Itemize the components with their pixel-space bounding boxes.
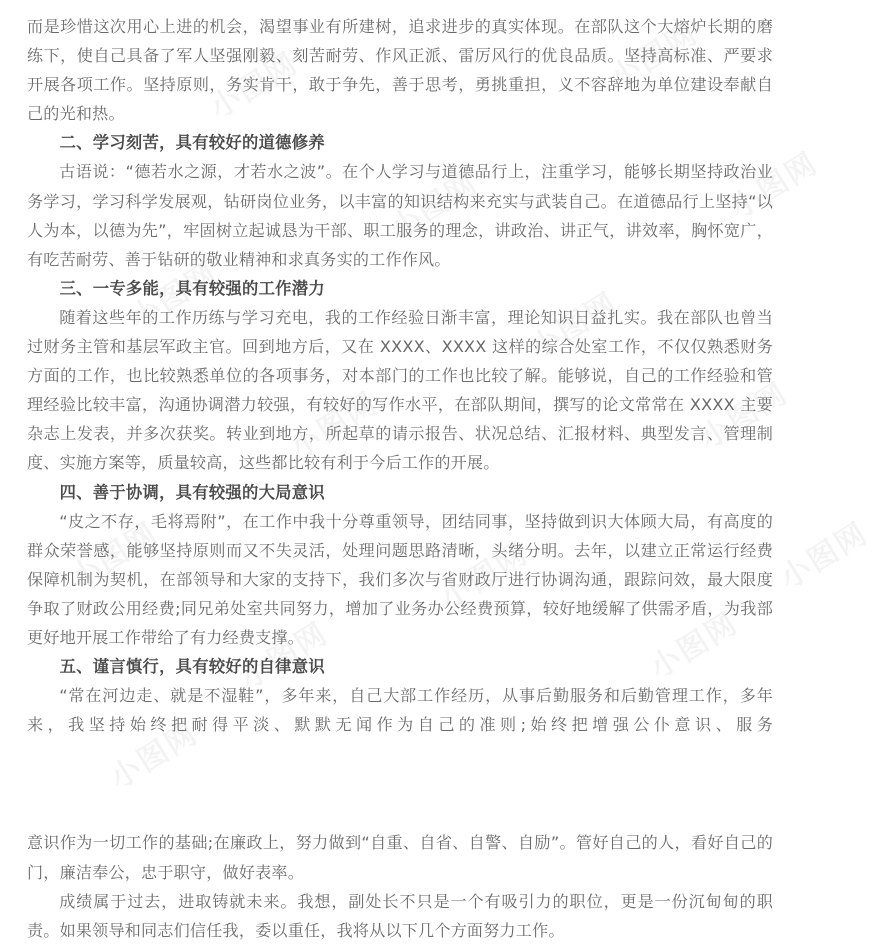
section-2-paragraph: 古语说：“德若水之源，才若水之波”。在个人学习与道德品行上，注重学习，能够长期坚持政治业务学习，学习科学发展观，钻研岗位业务，以丰富的知识结构来充实与武装自己。在道德品行上坚持“以人为本，以德为先”，牢固树立起诚恳为干部、职工服务的理念，讲政治、讲正气，讲效率，胸怀宽广，有吃苦耐劳、善于钻研的敬业精神和求真务实的工作作风。 [27, 162, 773, 269]
bottom-text-block [27, 828, 773, 944]
section-4-paragraph: “皮之不存，毛将焉附”，在工作中我十分尊重领导，团结同事，坚持做到识大体顾大局，有高度的群众荣誉感，能够坚持原则而又不失灵活，处理问题思路清晰，头绪分明。去年，以建立正常运行经费保障机制为契机，在部领导和大家的支持下，我们多次与省财政厅进行协调沟通，跟踪问效，最大限度争取了财政公用经费;同兄弟处室共同努力，增加了业务办公经费预算，较好地缓解了供需矛盾，为我部更好地开展工作带给了有力经费支撑。 [27, 511, 773, 647]
section-heading-4: 四、善于协调，具有较强的大局意识 [59, 482, 325, 502]
top-text-block [27, 0, 773, 768]
section-heading-2: 二、学习刻苦，具有较好的道德修养 [59, 133, 325, 153]
section-5-paragraph: “常在河边走、就是不湿鞋”，多年来，自己大部工作经历，从事后勤服务和后勤管理工作，多年来，我坚持始终把耐得平淡、默默无闻作为自己的准则;始终把增强公仆意识、服务 [27, 686, 773, 735]
section-3-paragraph: 随着这些年的工作历练与学习充电，我的工作经验日渐丰富，理论知识日益扎实。我在部队也曾当过财务主管和基层军政主官。回到地方后，又在 XXXX、XXXX 这样的综合处室工作，不仅仅熟悉财务方面的工作，也比较熟悉单位的各项事务，对本部门的工作也比较了解。能够说，自己的工作经验和管理经验比较丰富，沟通协调潜力较强，有较好的写作水平，在部队期间，撰写的论文常常在 XXXX 主要杂志上发表，并多次获奖。转业到地方，所起草的请示报告、状况总结、汇报材料、典型发言、管理制度、实施方案等，质量较高，这些都比较有利于今后工作的开展。 [27, 307, 773, 473]
paragraph-closing: 成绩属于过去，进取铸就未来。我想，副处长不只是一个有吸引力的职位，更是一份沉甸甸的职责。如果领导和同志们信任我，委以重任，我将从以下几个方面努力工作。 [27, 891, 773, 940]
paragraph-continued-bottom: 意识作为一切工作的基础;在廉政上，努力做到“自重、自省、自警、自励”。管好自己的人，看好自己的门，廉洁奉公，忠于职守，做好表率。 [27, 833, 773, 882]
section-heading-3: 三、一专多能，具有较强的工作潜力 [59, 278, 325, 298]
section-heading-5: 五、谨言慎行，具有较好的自律意识 [59, 657, 325, 677]
paragraph-continued-intro: 而是珍惜这次用心上进的机会，渴望事业有所建树，追求进步的真实体现。在部队这个大熔炉长期的磨练下，使自己具备了军人坚强刚毅、刻苦耐劳、作风正派、雷厉风行的优良品质。坚持高标准、严要求开展各项工作。坚持原则，务实肯干，敢于争先，善于思考，勇挑重担，义不容辞地为单位建设奉献自己的光和热。 [27, 17, 773, 124]
page-break-gap [27, 768, 773, 828]
